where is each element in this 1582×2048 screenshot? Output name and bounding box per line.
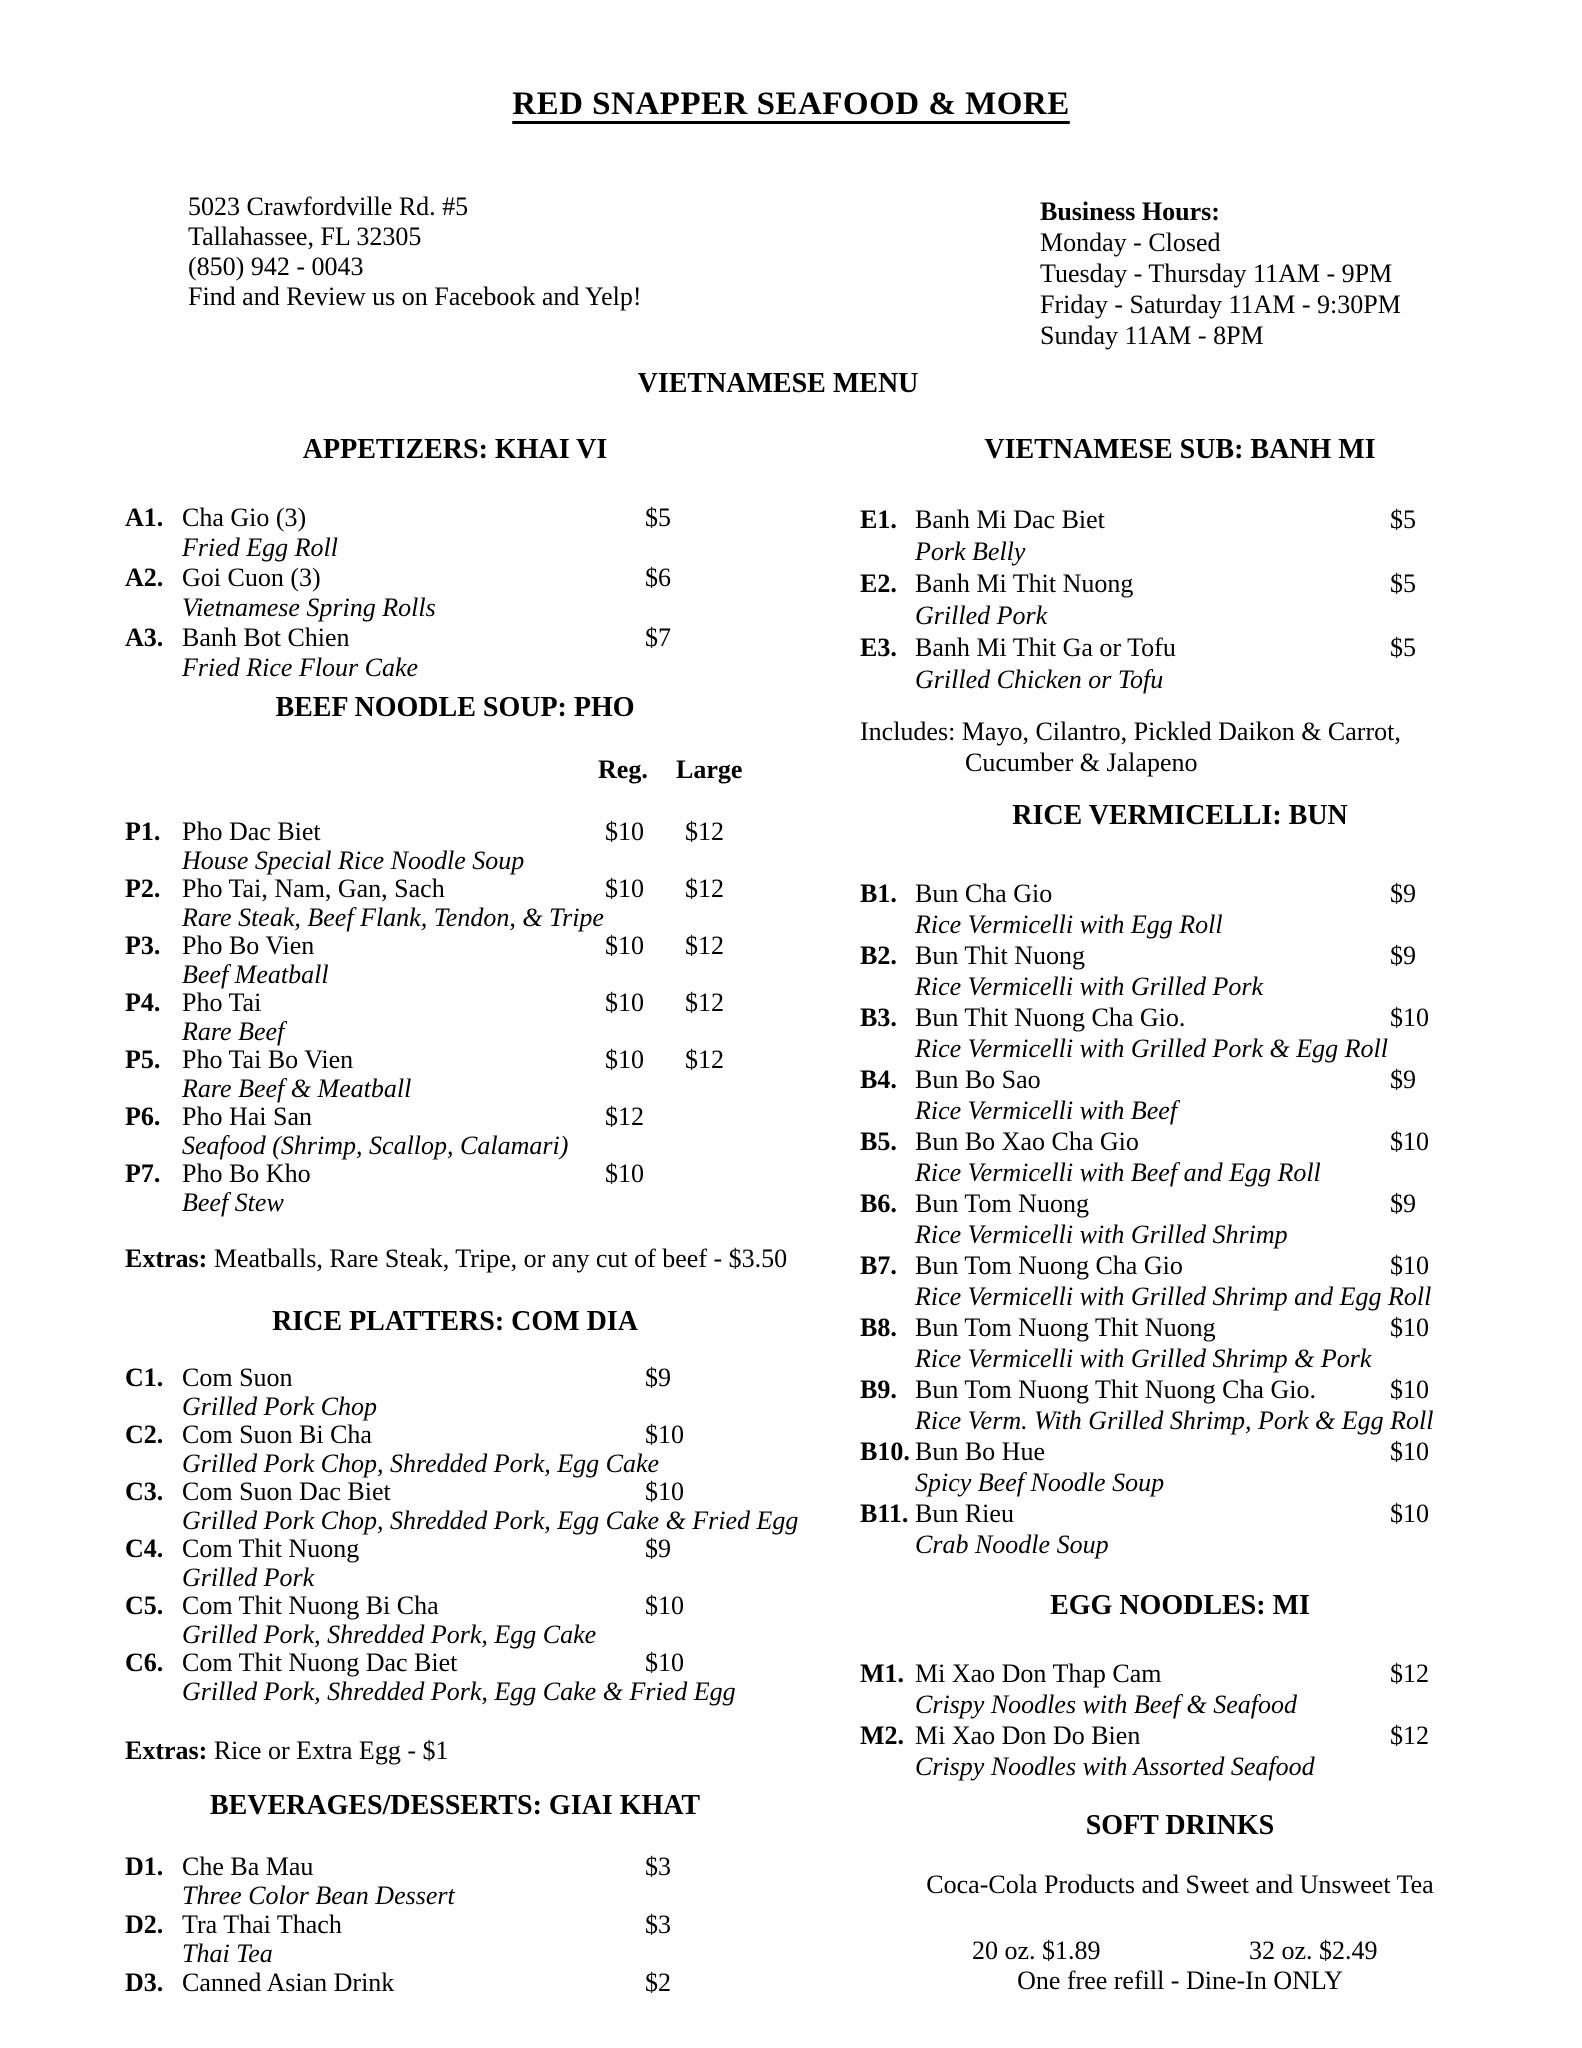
menu-item-row [860,632,1500,664]
item-price: $5 [1390,505,1416,534]
item-name: Pho Tai [182,988,262,1017]
mi-items [860,1658,1500,1782]
item-name: Mi Xao Don Do Bien [915,1721,1141,1750]
menu-item-row [860,1188,1500,1219]
item-name: Pho Hai San [182,1102,312,1131]
item-number: P3. [125,931,161,960]
item-price: $7 [645,623,671,652]
soft-drinks-refill-line: One free refill - Dine-In ONLY [1017,1966,1343,1995]
item-name: Che Ba Mau [182,1852,314,1881]
item-price: $5 [1390,633,1416,662]
item-name: Bun Tom Nuong Cha Gio [915,1251,1183,1280]
item-number: B8. [860,1313,897,1342]
includes-line-2: Cucumber & Jalapeno [965,748,1198,777]
item-price: $9 [645,1363,671,1392]
section-header-banh-mi: VIETNAMESE SUB: BANH MI [984,434,1376,465]
item-price: $9 [1390,879,1416,908]
item-price-large: $12 [685,988,724,1017]
menu-item-row [860,1250,1500,1281]
item-price-regular: $10 [605,874,644,903]
menu-item-row [125,818,785,847]
extras-label: Extras: [125,1244,208,1273]
item-name: Banh Mi Thit Ga or Tofu [915,633,1176,662]
menu-item-row [125,932,785,961]
item-name: Com Suon [182,1363,293,1392]
includes-line-1: Includes: Mayo, Cilantro, Pickled Daikon & Carrot, [860,717,1401,746]
item-price: $6 [645,563,671,592]
item-price: $12 [1390,1721,1429,1750]
menu-item-row [125,1535,785,1564]
item-price-regular: $10 [605,817,644,846]
item-description: Grilled Pork Chop, Shredded Pork, Egg Cake & Fried Egg [182,1505,799,1535]
item-number: P2. [125,874,161,903]
item-number: C5. [125,1591,164,1620]
menu-item-row [125,875,785,904]
item-description: Rice Vermicelli with Grilled Pork & Egg Roll [915,1034,1388,1063]
appetizers-items [125,503,785,683]
item-number: A3. [125,623,164,652]
section-header-appetizers: APPETIZERS: KHAI VI [302,434,608,465]
restaurant-name: RED SNAPPER SEAFOOD & MORE [512,86,1070,122]
item-number: A2. [125,563,164,592]
item-price-regular: $10 [605,1159,644,1188]
item-name: Com Thit Nuong Bi Cha [182,1591,439,1620]
item-price: $9 [645,1534,671,1563]
business-hours-lines [1040,227,1401,351]
menu-item-row [860,940,1500,971]
menu-item-row [125,1160,785,1189]
item-description: Rare Beef [182,1016,285,1046]
item-price-large: $12 [685,1045,724,1074]
menu-item-row [125,1046,785,1075]
item-description: Rice Vermicelli with Grilled Pork [915,972,1264,1001]
menu-item-row [860,504,1500,536]
item-name: Mi Xao Don Thap Cam [915,1659,1162,1688]
item-number: E3. [860,633,897,662]
item-price: $10 [645,1648,684,1677]
item-description: Pork Belly [915,537,1026,566]
item-price: $3 [645,1852,671,1881]
item-price-regular: $10 [605,1045,644,1074]
menu-item-row [125,989,785,1018]
item-name: Bun Bo Hue [915,1437,1045,1466]
menu-item-row [860,1436,1500,1467]
item-name: Bun Cha Gio [915,879,1053,908]
item-description: Rice Vermicelli with Beef [915,1096,1178,1125]
item-number: P6. [125,1102,161,1131]
pho-size-headers [125,755,785,785]
item-name: Com Suon Dac Biet [182,1477,391,1506]
item-description: Crispy Noodles with Beef & Seafood [915,1690,1298,1719]
menu-item-row [125,1649,785,1678]
menu-item-row [125,1103,785,1132]
banh-mi-items [860,504,1500,696]
item-number: B7. [860,1251,897,1280]
item-number: B9. [860,1375,897,1404]
item-price: $10 [1390,1127,1429,1156]
text-line: Sunday 11AM - 8PM [1040,321,1264,350]
item-description: Seafood (Shrimp, Scallop, Calamari) [182,1130,569,1160]
price-20oz: 20 oz. $1.89 [972,1936,1101,1965]
item-number: P1. [125,817,161,846]
item-price: $9 [1390,1189,1416,1218]
rice-platter-items [125,1363,799,1706]
item-description: Spicy Beef Noodle Soup [915,1468,1165,1497]
item-name: Bun Bo Sao [915,1065,1041,1094]
item-number: A1. [125,503,164,532]
size-header-regular: Reg. [598,755,648,784]
price-32oz: 32 oz. $2.49 [1249,1936,1378,1965]
item-number: M1. [860,1659,905,1688]
section-header-beverages: BEVERAGES/DESSERTS: GIAI KHAT [209,1790,701,1821]
item-description: Beef Meatball [182,959,329,989]
item-description: Vietnamese Spring Rolls [182,593,436,622]
soft-drinks-products-line: Coca-Cola Products and Sweet and Unsweet Tea [926,1870,1434,1899]
item-price: $10 [1390,1313,1429,1342]
item-description: Three Color Bean Dessert [182,1881,455,1910]
menu-item-row [125,563,785,593]
text-line: (850) 942 - 0043 [188,252,364,281]
item-name: Cha Gio (3) [182,503,307,532]
menu-item-row [860,1064,1500,1095]
item-price: $10 [1390,1499,1429,1528]
item-price: $10 [1390,1437,1429,1466]
item-description: Grilled Pork, Shredded Pork, Egg Cake [182,1619,597,1649]
item-description: Rice Vermicelli with Grilled Shrimp [915,1220,1288,1249]
item-price-large: $12 [685,931,724,960]
item-number: P4. [125,988,161,1017]
item-number: C1. [125,1363,164,1392]
item-number: B1. [860,879,897,908]
text-line: Tuesday - Thursday 11AM - 9PM [1040,259,1393,288]
item-price-large: $12 [685,817,724,846]
menu-item-row [125,1478,785,1507]
item-number: D1. [125,1852,164,1881]
item-description: House Special Rice Noodle Soup [182,845,525,875]
item-name: Pho Tai Bo Vien [182,1045,354,1074]
banh-mi-includes [860,716,1500,778]
page-title [0,86,1582,123]
item-price: $10 [645,1477,684,1506]
extras-text: Meatballs, Rare Steak, Tripe, or any cut of beef - $3.50 [213,1244,788,1273]
item-name: Banh Mi Thit Nuong [915,569,1134,598]
item-price: $5 [645,503,671,532]
item-price: $5 [1390,569,1416,598]
item-price: $10 [1390,1251,1429,1280]
extras-label: Extras: [125,1736,208,1765]
item-number: B10. [860,1437,910,1466]
item-price-regular: $10 [605,988,644,1017]
item-price: $9 [1390,1065,1416,1094]
item-name: Banh Bot Chien [182,623,350,652]
text-line: Friday - Saturday 11AM - 9:30PM [1040,290,1401,319]
item-name: Com Thit Nuong Dac Biet [182,1648,458,1677]
item-name: Bun Tom Nuong Thit Nuong [915,1313,1216,1342]
item-description: Grilled Pork Chop, Shredded Pork, Egg Cake [182,1448,660,1478]
item-description: Grilled Pork, Shredded Pork, Egg Cake & Fried Egg [182,1676,736,1706]
item-description: Grilled Pork [915,601,1048,630]
item-name: Banh Mi Dac Biet [915,505,1105,534]
item-price: $10 [645,1420,684,1449]
item-name: Pho Dac Biet [182,817,321,846]
item-description: Crab Noodle Soup [915,1530,1109,1559]
item-price: $2 [645,1968,671,1997]
menu-item-row [125,1421,785,1450]
pho-extras [125,1244,788,1274]
item-name: Bun Rieu [915,1499,1014,1528]
pho-items [125,818,785,1217]
item-price-regular: $12 [605,1102,644,1131]
text-line: Find and Review us on Facebook and Yelp! [188,282,642,311]
business-hours-block [1040,196,1401,351]
item-description: Grilled Chicken or Tofu [915,665,1164,694]
menu-item-row [860,1126,1500,1157]
menu-item-row [125,1910,785,1939]
item-number: E1. [860,505,897,534]
item-description: Rice Verm. With Grilled Shrimp, Pork & Egg Roll [915,1406,1434,1435]
soft-drinks-prices [860,1936,1582,1966]
menu-item-row [860,878,1500,909]
item-number: D2. [125,1910,164,1939]
item-description: Rice Vermicelli with Grilled Shrimp & Pork [915,1344,1372,1373]
item-description: Rice Vermicelli with Grilled Shrimp and Egg Roll [915,1282,1432,1311]
item-name: Tra Thai Thach [182,1910,342,1939]
text-line: 5023 Crawfordville Rd. #5 [188,192,469,221]
item-name: Bun Tom Nuong [915,1189,1089,1218]
item-description: Rare Beef & Meatball [182,1073,412,1103]
item-name: Goi Cuon (3) [182,563,321,592]
item-number: B2. [860,941,897,970]
item-number: P5. [125,1045,161,1074]
section-header-pho: BEEF NOODLE SOUP: PHO [275,692,635,723]
item-name: Pho Bo Vien [182,931,315,960]
item-price-large: $12 [685,874,724,903]
bun-items [860,878,1500,1560]
address-block [188,192,642,312]
section-header-mi: EGG NOODLES: MI [1050,1590,1310,1621]
item-price: $10 [1390,1003,1429,1032]
item-number: C2. [125,1420,164,1449]
menu-item-row [860,1720,1500,1751]
item-name: Com Thit Nuong [182,1534,360,1563]
item-number: M2. [860,1721,905,1750]
item-number: C3. [125,1477,164,1506]
item-description: Rare Steak, Beef Flank, Tendon, & Tripe [182,902,604,932]
item-description: Grilled Pork Chop [182,1391,377,1421]
text-line: Monday - Closed [1040,228,1221,257]
item-number: C6. [125,1648,164,1677]
menu-item-row [860,1498,1500,1529]
menu-item-row [860,1312,1500,1343]
item-number: P7. [125,1159,161,1188]
text-line: Tallahassee, FL 32305 [188,222,422,251]
menu-title: VIETNAMESE MENU [637,368,919,399]
menu-item-row [125,1364,785,1393]
item-price: $12 [1390,1659,1429,1688]
item-description: Fried Rice Flour Cake [182,653,419,682]
section-header-soft-drinks: SOFT DRINKS [1085,1810,1275,1841]
item-name: Bun Thit Nuong Cha Gio. [915,1003,1186,1032]
menu-item-row [125,1852,785,1881]
menu-item-row [860,1658,1500,1689]
item-description: Fried Egg Roll [182,533,338,562]
menu-item-row [860,1374,1500,1405]
rice-extras [125,1736,785,1766]
item-number: B11. [860,1499,909,1528]
item-number: B5. [860,1127,897,1156]
item-name: Pho Tai, Nam, Gan, Sach [182,874,445,903]
item-description: Grilled Pork [182,1562,315,1592]
item-name: Bun Bo Xao Cha Gio [915,1127,1139,1156]
item-name: Canned Asian Drink [182,1968,395,1997]
size-header-large: Large [676,755,743,784]
item-description: Beef Stew [182,1187,284,1217]
item-number: B6. [860,1189,897,1218]
item-description: Rice Vermicelli with Beef and Egg Roll [915,1158,1321,1187]
item-price: $3 [645,1910,671,1939]
menu-item-row [125,623,785,653]
menu-item-row [125,503,785,533]
item-price: $9 [1390,941,1416,970]
item-description: Crispy Noodles with Assorted Seafood [915,1752,1315,1781]
item-price: $10 [645,1591,684,1620]
item-description: Rice Vermicelli with Egg Roll [915,910,1223,939]
item-name: Com Suon Bi Cha [182,1420,372,1449]
item-name: Bun Thit Nuong [915,941,1085,970]
item-number: C4. [125,1534,164,1563]
menu-item-row [125,1968,785,1997]
item-number: E2. [860,569,897,598]
item-number: D3. [125,1968,164,1997]
menu-item-row [860,568,1500,600]
item-price: $10 [1390,1375,1429,1404]
section-header-bun: RICE VERMICELLI: BUN [1012,800,1348,831]
beverage-items [125,1852,785,1997]
menu-item-row [860,1002,1500,1033]
item-description: Thai Tea [182,1939,273,1968]
item-number: B3. [860,1003,897,1032]
item-name: Bun Tom Nuong Thit Nuong Cha Gio. [915,1375,1316,1404]
menu-item-row [125,1592,785,1621]
extras-text: Rice or Extra Egg - $1 [213,1736,449,1765]
item-number: B4. [860,1065,897,1094]
section-header-rice-platters: RICE PLATTERS: COM DIA [272,1306,638,1337]
item-price-regular: $10 [605,931,644,960]
item-name: Pho Bo Kho [182,1159,311,1188]
business-hours-label: Business Hours: [1040,197,1220,226]
